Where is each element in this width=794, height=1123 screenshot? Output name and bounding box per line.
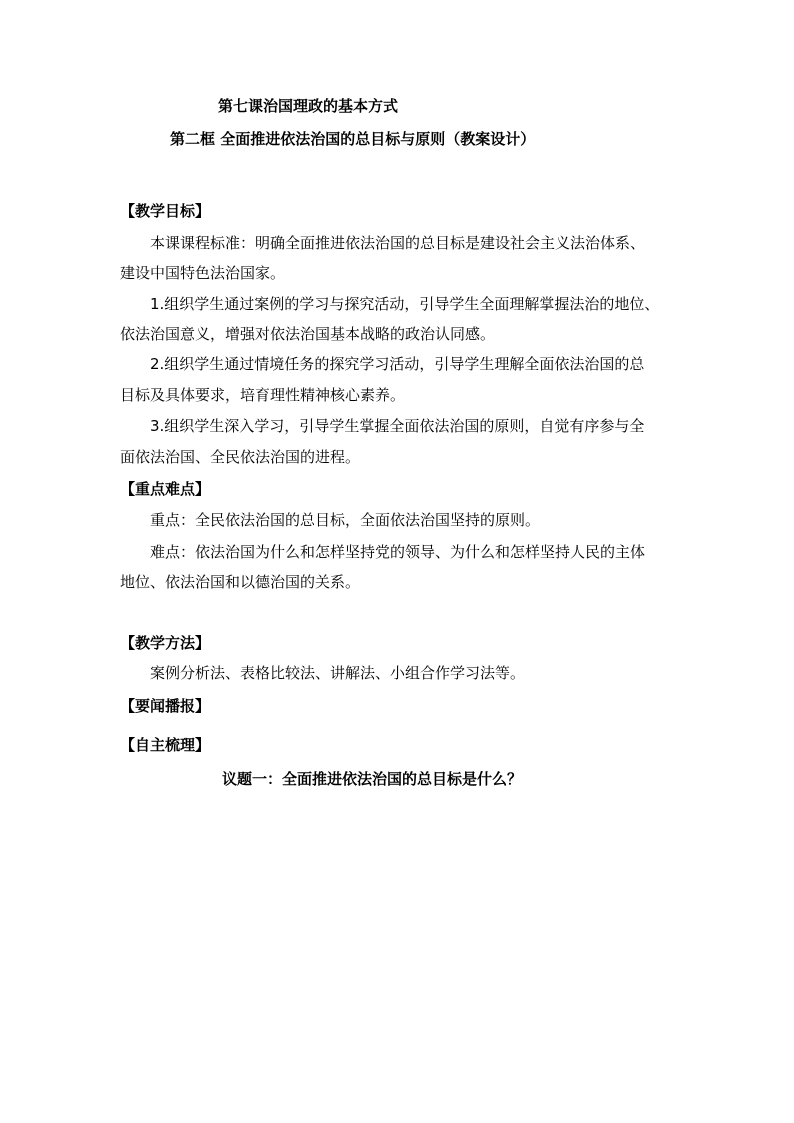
- methods-text: 案例分析法、表格比较法、讲解法、小组合作学习法等。: [150, 664, 526, 682]
- objectives-item1-line1: 1.组织学生通过案例的学习与探究活动，引导学生全面理解掌握法治的地位、: [150, 295, 660, 313]
- section-heading-methods: 【教学方法】: [120, 634, 211, 652]
- objectives-item1-line2: 依法治国意义，增强对依法治国基本战略的政治认同感。: [120, 325, 496, 343]
- section-heading-objectives: 【教学目标】: [120, 202, 211, 220]
- objectives-standard-line1: 本课课程标准：明确全面推进依法治国的总目标是建设社会主义法治体系、: [150, 234, 646, 252]
- objectives-item2-line1: 2.组织学生通过情境任务的探究学习活动，引导学生理解全面依法治国的总: [150, 355, 645, 373]
- key-point-text: 重点：全民依法治国的总目标，全面依法治国坚持的原则。: [150, 511, 541, 529]
- section-heading-key-points: 【重点难点】: [120, 480, 211, 498]
- difficult-point-line1: 难点：依法治国为什么和怎样坚持党的领导、为什么和怎样坚持人民的主体: [150, 543, 646, 561]
- section-heading-news: 【要闻播报】: [120, 697, 211, 715]
- difficult-point-line2: 地位、依法治国和以德治国的关系。: [120, 573, 361, 591]
- document-subtitle: 第二框 全面推进依法治国的总目标与原则（教案设计）: [170, 130, 536, 148]
- objectives-item3-line1: 3.组织学生深入学习，引导学生掌握全面依法治国的原则，自觉有序参与全: [150, 417, 645, 435]
- objectives-standard-line2: 建设中国特色法治国家。: [120, 264, 286, 282]
- objectives-item2-line2: 目标及具体要求，培育理性精神核心素养。: [120, 386, 406, 404]
- document-title: 第七课治国理政的基本方式: [218, 97, 399, 115]
- section-heading-self-study: 【自主梳理】: [120, 736, 211, 754]
- topic-one: 议题一：全面推进依法治国的总目标是什么？: [222, 770, 523, 788]
- objectives-item3-line2: 面依法治国、全民依法治国的进程。: [120, 448, 361, 466]
